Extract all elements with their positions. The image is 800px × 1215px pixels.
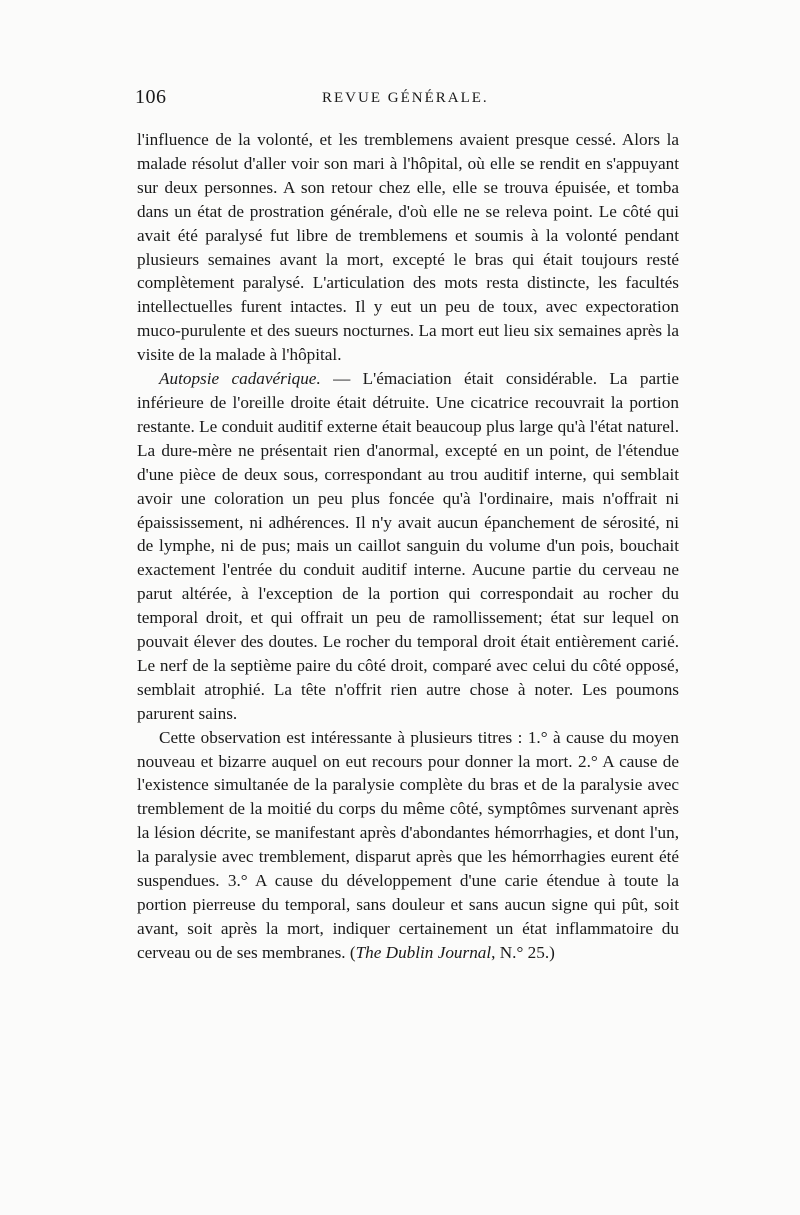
paragraph-commentary: [137, 726, 679, 965]
body-text: [137, 128, 679, 965]
paragraph-continuation: l'influence de la volonté, et les tremblemens avaient presque cessé. Alors la malade résolut d'aller voir son mari à l'hôpital, où elle se rendit en s'appuyant sur deux personnes. A son retour chez elle, elle se trouva épuisée, et tomba dans un état de prostration générale, d'où elle ne se releva point. Le côté qui avait été paralysé fut libre de tremblemens et soumis à la volonté pendant plusieurs semaines avant la mort, excepté le bras qui était toujours resté complètement paralysé. L'articulation des mots resta distincte, les facultés intellectuelles furent intactes. Il y eut un peu de toux, avec expectoration muco-purulente et des sueurs nocturnes. La mort eut lieu six semaines après la visite de la malade à l'hôpital.: [137, 130, 679, 365]
page-number: 106: [135, 86, 167, 108]
citation-journal: The Dublin Journal: [355, 942, 492, 962]
citation-number: , N.° 25.): [491, 942, 555, 962]
running-title: REVUE GÉNÉRALE.: [322, 90, 489, 106]
paragraph-autopsy: [137, 367, 679, 726]
commentary-text: Cette observation est intéressante à plusieurs titres : 1.° à cause du moyen nouveau et bizarre auquel on eut recours pour donner la mort. 2.° A cause de l'existence simultanée de la paralysie complète du bras et de la paralysie avec tremblement de la moitié du corps du même côté, symptômes survenant après la lésion décrite, se manifestant après d'abondantes hémorrhagies, et dont l'un, la paralysie avec tremblement, disparut après que les hémorrhagies eurent été suspendues. 3.° A cause du développement d'une carie étendue à toute la portion pierreuse du temporal, sans douleur et sans aucun signe qui pût, soit avant, soit après la mort, indiquer certainement un état inflammatoire du cerveau ou de ses membranes. (: [137, 727, 679, 962]
autopsy-text: — L'émaciation était considérable. La partie inférieure de l'oreille droite était détruite. Une cicatrice recouvrait la portion restante. Le conduit auditif externe était beaucoup plus large qu'à l'état naturel. La dure-mère ne présentait rien d'anormal, excepté en un point, de l'étendue d'une pièce de deux sous, correspondant au trou auditif interne, qui semblait avoir une coloration un peu plus foncée qu'à l'ordinaire, mais n'offrait ni épaississement, ni adhérences. Il n'y avait aucun épanchement de sérosité, ni de lymphe, ni de pus; mais un caillot sanguin du volume d'un pois, bouchait exactement l'entrée du conduit auditif interne. Aucune partie du cerveau ne parut altérée, à l'exception de la portion qui correspondait au rocher du temporal droit, et qui offrait un peu de ramollissement; état sur lequel on pouvait élever des doutes. Le rocher du temporal droit était entièrement carié. Le nerf de la septième paire du côté droit, comparé avec celui du côté opposé, semblait atrophié. La tête n'offrit rien autre chose à noter. Les poumons parurent sains.: [137, 369, 679, 723]
running-head: [135, 86, 675, 116]
autopsy-heading: Autopsie cadavérique.: [159, 369, 321, 389]
